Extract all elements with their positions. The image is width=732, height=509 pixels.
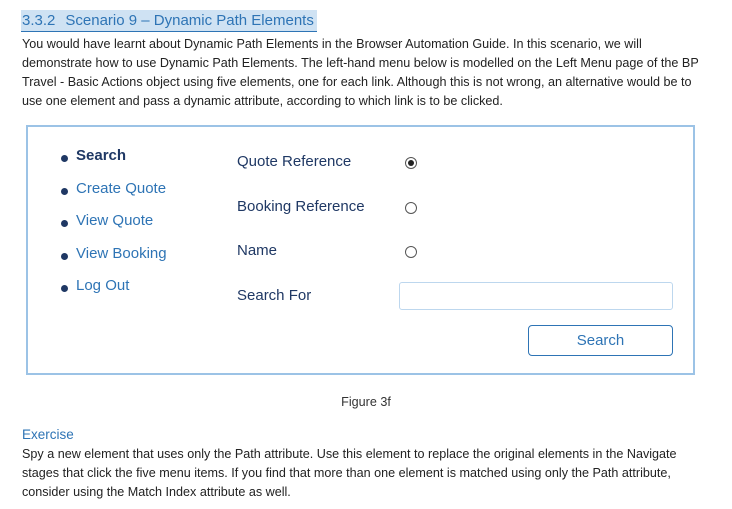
section-number: 3.3.2 [22,12,56,29]
menu-item-view-booking[interactable]: View Booking [58,245,167,278]
search-button[interactable]: Search [528,325,673,356]
left-menu [58,147,167,310]
menu-item-create-quote[interactable]: Create Quote [58,180,167,213]
quote-reference-radio[interactable] [405,157,417,169]
exercise-title: Exercise [22,427,74,442]
intro-paragraph: You would have learnt about Dynamic Path Elements in the Browser Automation Guide. In this scenario, we will demonstrate how to use Dynamic Path Elements. The left-hand menu below is modelled on the Left Menu page of the BP Travel - Basic Actions object using five elements, one for each link. Although this is not wrong, an alternative would be to use one element and pass a dynamic attribute, according to which link is to be clicked. [22,37,699,108]
name-radio[interactable] [405,246,417,258]
search-for-input[interactable] [399,282,673,310]
name-label: Name [237,242,278,259]
booking-reference-label: Booking Reference [237,198,365,215]
menu-item-search[interactable]: Search [58,147,167,180]
section-title: Scenario 9 – Dynamic Path Elements [65,12,314,29]
quote-reference-label: Quote Reference [237,153,352,170]
search-for-label: Search For [237,287,312,304]
exercise-body: Spy a new element that uses only the Path attribute. Use this element to replace the original elements in the Navigate stages that click the five menu items. If you find that more than one element is matched using only the Path attribute, consider using the Match Index attribute as well. [22,447,677,499]
menu-item-log-out[interactable]: Log Out [58,277,167,310]
booking-reference-radio[interactable] [405,202,417,214]
figure-screenshot [26,125,695,375]
figure-caption: Figure 3f [341,395,391,409]
section-heading [21,10,317,32]
menu-item-view-quote[interactable]: View Quote [58,212,167,245]
